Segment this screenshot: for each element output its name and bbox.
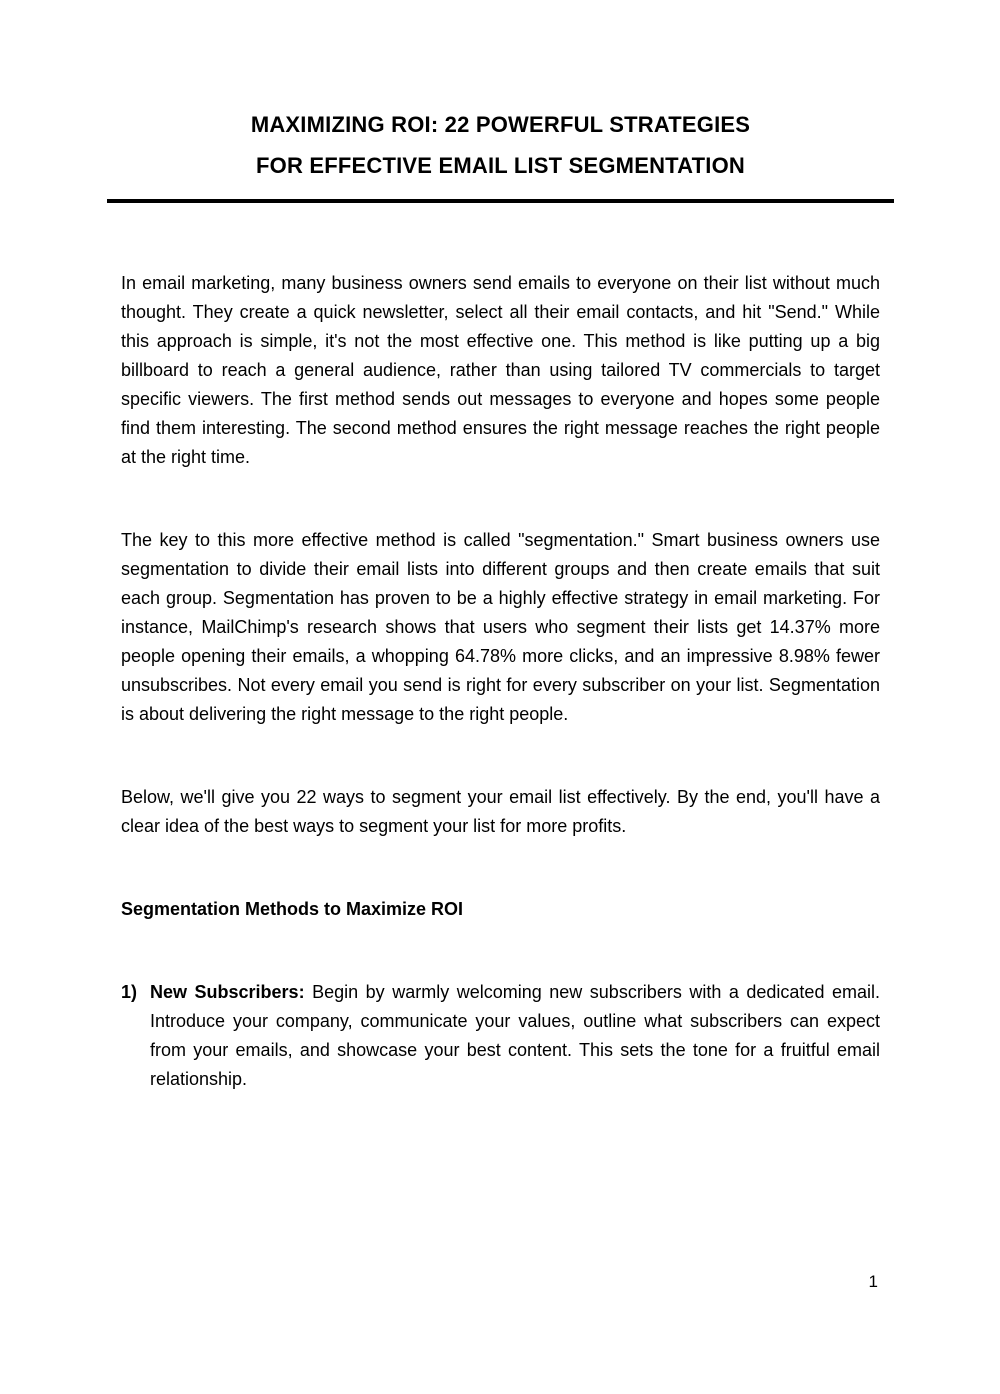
list-item-text: Begin by warmly welcoming new subscribers with a dedicated email. Introduce your company, communicate your values, outline what subscribers can expect from your emails, and showcase your best content. This sets the tone for a fruitful email relationship. [150,982,880,1089]
document-page [0,104,1000,1394]
title-line-2: FOR EFFECTIVE EMAIL LIST SEGMENTATION [256,153,745,178]
title-line-1: MAXIMIZING ROI: 22 POWERFUL STRATEGIES [250,112,751,137]
paragraph-segmentation: The key to this more effective method is called "segmentation." Smart business owners use segmentation to divide their email lists into different groups and then create emails that suit each group. Segmentation has proven to be a highly effective strategy in email marketing. For instance, MailChimp's research shows that users who segment their lists get 14.37% more people opening their emails, a whopping 64.78% more clicks, and an impressive 8.98% fewer unsubscribes. Not every email you send is right for every subscriber on your list. Segmentation is about delivering the right message to the right people. [121,530,880,724]
title-divider-rule [107,199,894,203]
list-item-label: New Subscribers: [150,982,305,1002]
section-heading: Segmentation Methods to Maximize ROI [121,899,464,919]
paragraph-intro: In email marketing, many business owners send emails to everyone on their list without much thought. They create a quick newsletter, select all their email contacts, and hit "Send." While this approach is simple, it's not the most effective one. This method is like putting up a big billboard to reach a general audience, rather than using tailored TV commercials to target specific viewers. The first method sends out messages to everyone and hopes some people find them interesting. The second method ensures the right message reaches the right people at the right time. [121,273,880,467]
document-title [121,104,880,186]
list-item-new-subscribers [121,978,880,1094]
page-number: 1 [868,1272,878,1291]
list-item-number: 1) [121,982,138,1002]
paragraph-preview: Below, we'll give you 22 ways to segment your email list effectively. By the end, you'll have a clear idea of the best ways to segment your list for more profits. [121,787,880,836]
